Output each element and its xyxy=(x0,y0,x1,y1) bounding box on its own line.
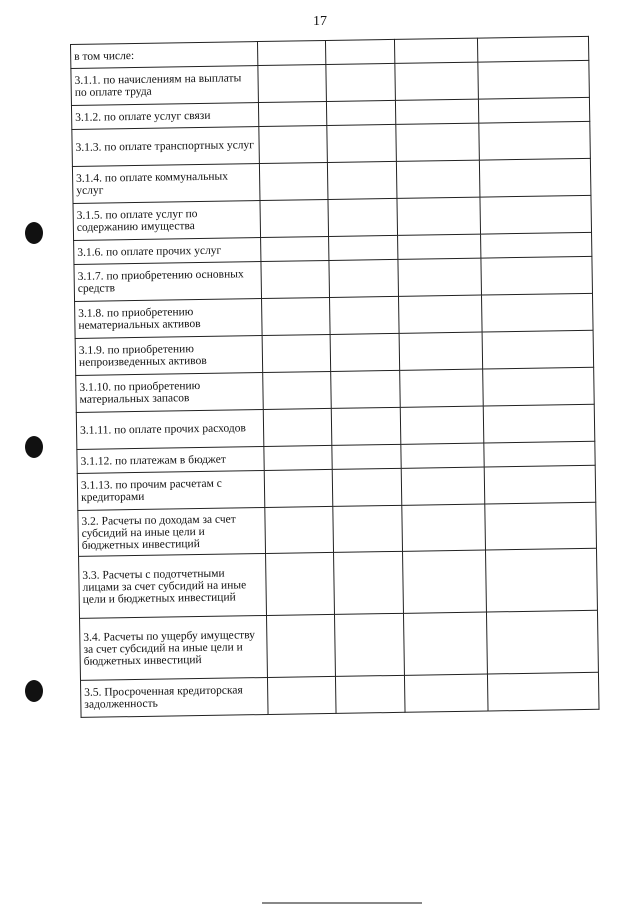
value-cell xyxy=(327,161,397,199)
value-cell xyxy=(265,506,334,553)
value-cell xyxy=(481,293,593,332)
value-cell xyxy=(395,99,478,124)
value-cell xyxy=(264,445,332,470)
value-cell xyxy=(399,332,483,370)
table-row xyxy=(78,502,597,556)
row-label: 3.5. Просроченная кредиторская задолженность xyxy=(80,677,268,717)
row-label: 3.1.6. по оплате прочих услуг xyxy=(74,238,261,265)
value-cell xyxy=(403,612,487,675)
value-cell xyxy=(264,469,333,507)
table-row xyxy=(80,610,599,680)
row-label: 3.1.3. по оплате транспортных услуг xyxy=(72,127,260,167)
value-cell xyxy=(325,39,394,64)
value-cell xyxy=(484,465,596,504)
value-cell xyxy=(398,258,482,296)
value-cell xyxy=(260,199,329,237)
value-cell xyxy=(398,234,481,259)
value-cell xyxy=(266,552,335,615)
value-cell xyxy=(396,160,480,198)
value-cell xyxy=(483,367,595,406)
value-cell xyxy=(259,125,328,163)
value-cell xyxy=(332,468,402,506)
report-table-container xyxy=(70,36,600,718)
value-cell xyxy=(332,444,401,469)
row-label: 3.1.1. по начислениям на выплаты по оплате труда xyxy=(71,66,259,106)
value-cell xyxy=(394,38,477,63)
value-cell xyxy=(397,197,481,235)
punch-hole xyxy=(25,222,43,244)
report-table xyxy=(70,36,600,718)
value-cell xyxy=(400,369,484,407)
value-cell xyxy=(326,100,395,125)
value-cell xyxy=(267,614,336,677)
row-label: 3.1.9. по приобретению непроизведенных активов xyxy=(75,336,263,376)
row-label: 3.4. Расчеты по ущербу имуществу за счет субсидий на иные цели и бюджетных инвестиций xyxy=(80,615,268,680)
value-cell xyxy=(478,97,589,123)
value-cell xyxy=(326,63,396,101)
value-cell xyxy=(261,236,329,261)
value-cell xyxy=(479,121,591,160)
row-label: 3.3. Расчеты с подотчетными лицами за счет субсидий на иные цели и бюджетных инвестиций xyxy=(79,553,267,618)
value-cell xyxy=(259,162,328,200)
value-cell xyxy=(262,334,331,372)
value-cell xyxy=(480,195,592,234)
value-cell xyxy=(329,235,398,260)
punch-hole xyxy=(25,436,43,458)
value-cell xyxy=(403,550,487,613)
row-label: 3.1.4. по оплате коммунальных услуг xyxy=(72,164,260,204)
value-cell xyxy=(334,613,404,676)
value-cell xyxy=(399,295,483,333)
value-cell xyxy=(477,36,588,62)
row-label: в том числе: xyxy=(71,42,258,69)
row-label: 3.1.8. по приобретению нематериальных активов xyxy=(75,299,263,339)
value-cell xyxy=(335,675,405,713)
value-cell xyxy=(261,260,330,298)
value-cell xyxy=(333,505,403,552)
page-number: 17 xyxy=(313,14,327,29)
row-label: 3.1.13. по прочим расчетам с кредиторами xyxy=(77,471,265,511)
value-cell xyxy=(479,158,591,197)
value-cell xyxy=(401,443,484,468)
value-cell xyxy=(485,502,597,550)
value-cell xyxy=(329,259,399,297)
scan-edge-line xyxy=(262,902,422,904)
row-label: 3.1.2. по оплате услуг связи xyxy=(71,103,258,130)
value-cell xyxy=(331,407,401,445)
value-cell xyxy=(400,406,484,444)
value-cell xyxy=(402,504,486,551)
value-cell xyxy=(331,370,401,408)
row-label: 3.1.12. по платежам в бюджет xyxy=(77,447,264,474)
row-label: 3.2. Расчеты по доходам за счет субсидий на иные цели и бюджетных инвестиций xyxy=(78,507,266,556)
value-cell xyxy=(262,297,331,335)
value-cell xyxy=(263,371,332,409)
value-cell xyxy=(267,676,336,714)
value-cell xyxy=(478,60,590,99)
value-cell xyxy=(486,610,598,674)
value-cell xyxy=(258,64,327,102)
value-cell xyxy=(487,672,599,711)
value-cell xyxy=(328,198,398,236)
punch-hole xyxy=(25,680,43,702)
value-cell xyxy=(327,124,397,162)
value-cell xyxy=(483,404,595,443)
value-cell xyxy=(258,101,326,126)
value-cell xyxy=(484,441,595,467)
row-label: 3.1.5. по оплате услуг по содержанию имущества xyxy=(73,201,261,241)
value-cell xyxy=(481,232,592,258)
table-row xyxy=(79,548,598,618)
value-cell xyxy=(330,296,400,334)
value-cell xyxy=(330,333,400,371)
value-cell xyxy=(257,40,325,65)
row-label: 3.1.7. по приобретению основных средств xyxy=(74,262,262,302)
row-label: 3.1.10. по приобретению материальных запасов xyxy=(76,373,264,413)
value-cell xyxy=(482,330,594,369)
value-cell xyxy=(395,62,479,100)
value-cell xyxy=(481,256,593,295)
row-label: 3.1.11. по оплате прочих расходов xyxy=(76,410,264,450)
value-cell xyxy=(485,548,597,612)
value-cell xyxy=(263,408,332,446)
value-cell xyxy=(334,551,404,614)
value-cell xyxy=(401,467,485,505)
value-cell xyxy=(404,674,488,712)
value-cell xyxy=(396,123,480,161)
table-row xyxy=(80,672,599,717)
